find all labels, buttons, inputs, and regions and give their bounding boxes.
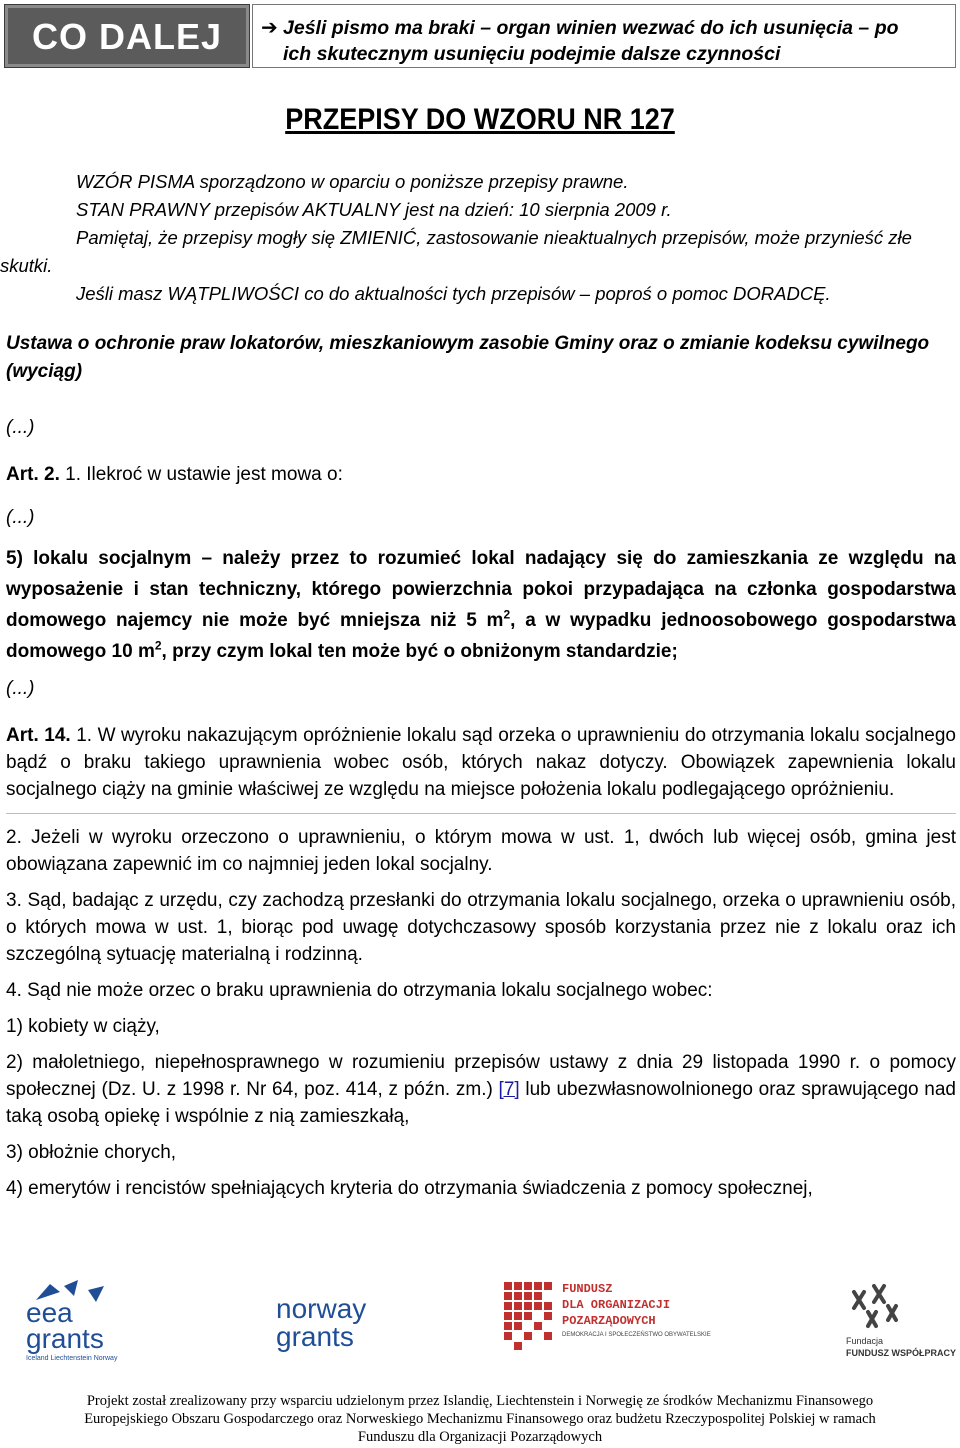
co-dalej-button[interactable]: CO DALEJ [4, 4, 250, 68]
intro-line: Jeśli masz WĄTPLIWOŚCI co do aktualności tych przepisów – poproś o pomoc DORADCĘ. [76, 283, 831, 304]
footer-line: Projekt został zrealizowany przy wsparciu udzielonym przez Islandię, Liechtenstein i Norwegię ze środków Mechanizmu Finansowego [86, 1393, 874, 1409]
sponsor-logos [0, 1278, 960, 1378]
intro-note [0, 168, 960, 308]
art-14-paragraph-3: 3. Sąd, badając z urzędu, czy zachodzą przesłanki do otrzymania lokalu socjalnego, orzeka o uprawnieniu osób, o których mowa w ust. 1, biorąc pod uwagę dotychczasowy sposób korzystania przez nie z lokalu oraz ich szczególną sytuację materialną i rodzinną. [6, 890, 956, 965]
eea-grants-logo [22, 1278, 142, 1364]
eea-countries: Iceland Liechtenstein Norway [26, 1355, 118, 1362]
article-label: Art. 14. [6, 725, 71, 746]
ellipsis: (...) [6, 507, 35, 528]
fundacja-label: Fundacja [846, 1336, 884, 1346]
article-label: Art. 2. [6, 464, 60, 485]
fundusz-subtitle: DEMOKRACJA I SPOŁECZEŃSTWO OBYWATELSKIE [562, 1332, 711, 1338]
list-item: 1) kobiety w ciąży, [6, 1016, 160, 1037]
list-item-text: 2) małoletniego, niepełnosprawnego w rozumieniu przepisów ustawy z dnia 29 listopada 1990 r. o pomocy społecznej (Dz. U. z 1998 r. Nr 64, poz. 414, z późn. zm.) [6, 1052, 956, 1100]
definition-text: , a w wypadku jednoosobowego gospodarstwa domowego 10 m [6, 610, 956, 662]
eea-wordmark: eea [26, 1297, 73, 1328]
list-item: 4) emerytów i rencistów spełniających kryteria do otrzymania świadczenia z pomocy społecznej, [6, 1178, 813, 1199]
fundusz-line-3: POZARZĄDOWYCH [562, 1314, 656, 1328]
hint-line-1: Jeśli pismo ma braki – organ winien wezwać do ich usunięcia – po [283, 17, 899, 39]
top-bar [0, 0, 960, 72]
fundusz-logo [500, 1278, 730, 1368]
fundusz-line-2: DLA ORGANIZACJI [562, 1298, 671, 1312]
intro-line: skutki. [0, 255, 53, 276]
superscript: 2 [503, 607, 511, 622]
law-content [6, 414, 956, 1202]
fundusz-wspolpracy-label: FUNDUSZ WSPÓŁPRACY [846, 1348, 956, 1358]
superscript: 2 [154, 638, 162, 653]
article-text: 1. W wyroku nakazującym opróżnienie lokalu sąd orzeka o uprawnieniu do otrzymania lokalu socjalnego bądź o braku takiego uprawnienia wobec osób, których nakaz dotyczy. Obowiązek zapewnienia lokalu socjalnego ciąży na gminie właściwej ze względu na miejsce położenia lokalu podlegającego opróżnieniu. [6, 725, 957, 800]
norway-wordmark: norway [276, 1293, 367, 1324]
footer-line: Funduszu dla Organizacji Pozarządowych [357, 1429, 603, 1445]
definition-text: , przy czym lokal ten może być o obniżonym standardzie; [161, 641, 678, 662]
footer-line: Europejskiego Obszaru Gospodarczego oraz Norweskiego Mechanizmu Finansowego oraz budżetu Rzeczypospolitej Polskiej w ramach [84, 1411, 876, 1427]
list-item: 3) obłożnie chorych, [6, 1142, 177, 1163]
ellipsis: (...) [6, 417, 35, 438]
ellipsis: (...) [6, 678, 35, 699]
definition-5 [6, 543, 956, 667]
art-14-paragraph-2: 2. Jeżeli w wyroku orzeczono o uprawnieniu, o którym mowa w ust. 1, dwóch lub więcej osób, gmina jest obowiązana zapewnić im co najmniej jeden lokal socjalny. [6, 827, 956, 875]
art-2-paragraph [6, 461, 956, 488]
norway-grants-logo [274, 1288, 404, 1358]
divider [6, 813, 956, 814]
article-text: 1. Ilekroć w ustawie jest mowa o: [59, 464, 343, 485]
art-14-paragraph-4: 4. Sąd nie może orzec o braku uprawnienia do otrzymania lokalu socjalnego wobec: [6, 980, 713, 1001]
fundacja-fundusz-wspolpracy-logo [810, 1278, 956, 1368]
grants-wordmark: grants [276, 1321, 354, 1352]
definition-text: 5) lokalu socjalnym – należy przez to rozumieć lokal nadający się do zamieszkania ze względu na wyposażenie i stan techniczny, którego powierzchnia pokoi przypadająca na członka gospodarstwa domowego najemcy nie może być mniejsza niż 5 m [6, 548, 956, 631]
intro-line: Pamiętaj, że przepisy mogły się ZMIENIĆ, zastosowanie nieaktualnych przepisów, może przynieść złe [76, 227, 912, 248]
footnote-link[interactable]: [7] [498, 1079, 520, 1100]
hint-line-2: ich skutecznym usunięciu podejmie dalsze czynności [283, 43, 781, 65]
fundusz-line-1: FUNDUSZ [562, 1282, 613, 1296]
grants-wordmark: grants [26, 1323, 104, 1354]
list-item [6, 1049, 956, 1130]
act-title: Ustawa o ochronie praw lokatorów, mieszkaniowym zasobie Gminy oraz o zmianie kodeksu cywilnego (wyciąg) [6, 333, 930, 382]
intro-line: STAN PRAWNY przepisów AKTUALNY jest na dzień: 10 sierpnia 2009 r. [76, 199, 672, 220]
art-14-paragraph-1 [6, 722, 956, 803]
list-item-text: lub ubezwłasnowolnionego oraz sprawującego nad taką osobą opiekę i wspólnie z nią zamieszkałą, [6, 1079, 956, 1127]
next-steps-hint [252, 4, 956, 68]
intro-line: WZÓR PISMA sporządzono w oparciu o poniższe przepisy prawne. [76, 171, 629, 192]
arrow-right-icon: ➔ [261, 17, 278, 39]
footer [0, 1392, 960, 1446]
page-title: PRZEPISY DO WZORU NR 127 [285, 103, 675, 136]
